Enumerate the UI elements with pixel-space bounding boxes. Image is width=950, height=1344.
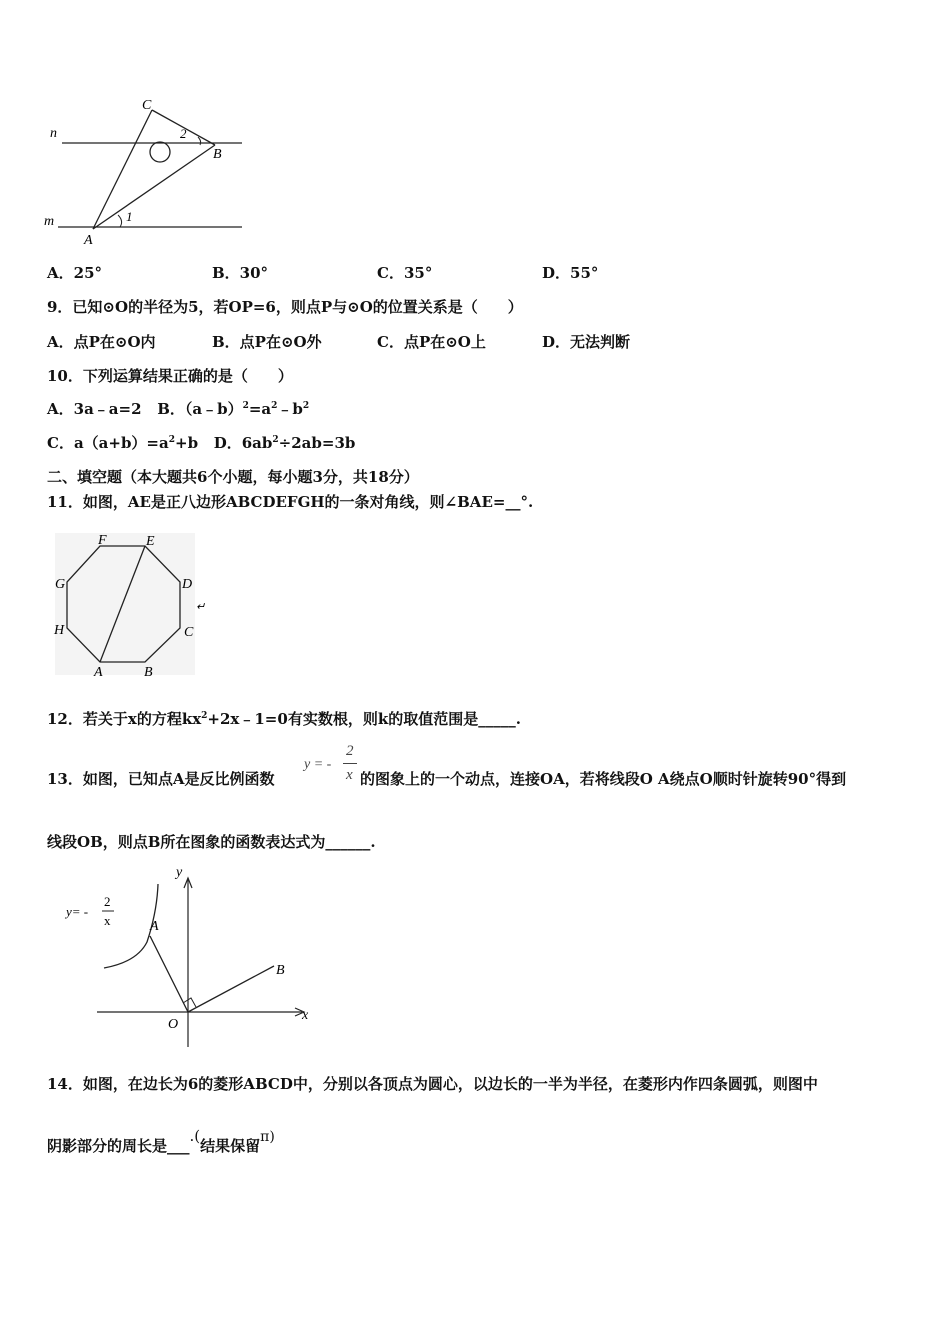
oct-label-D: D — [182, 577, 193, 592]
label-B: B — [213, 147, 222, 162]
q8-option-b: B．30° — [212, 264, 269, 282]
q10-option-b: B．$(a﹣b)^2=a^2﹣b^2$ — [157, 400, 310, 418]
q9-option-b: B．点P在⊙O外 — [212, 333, 322, 351]
fig-label-x: x — [302, 1008, 309, 1023]
q13-stem-line2: 线段OB，则点B所在图象的函数表达式为______. — [47, 833, 376, 851]
label-A: A — [84, 233, 93, 248]
q9-stem: 9．已知⊙O的半径为5，若OP=6，则点P与⊙O的位置关系是（ ） — [47, 298, 523, 316]
q10-options-ab — [47, 398, 309, 419]
q10-option-a: A．3a﹣a=2 — [47, 400, 142, 418]
oct-label-F: F — [98, 533, 107, 548]
q8-option-d: D．55° — [542, 264, 599, 282]
q11-figure — [50, 530, 215, 680]
q13-stem-part2: 的图象上的一个动点，连接OA，若将线段O A绕点O顺时针旋转90°得到 — [360, 770, 847, 788]
q8-option-c: C．35° — [377, 264, 433, 282]
q13-figure — [62, 862, 322, 1052]
q9-option-d: D．无法判断 — [542, 333, 631, 351]
q10-options-cd — [47, 432, 355, 453]
fig-func-num: 2 — [104, 894, 111, 909]
fig-func-den: x — [104, 913, 111, 928]
q14-stem-line2: 阴影部分的周长是___.(结果保留π) — [47, 1127, 275, 1155]
q9-option-a: A．点P在⊙O内 — [47, 333, 156, 351]
q10-stem: 10．下列运算结果正确的是（ ） — [47, 367, 293, 385]
q9-option-c: C．点P在⊙O上 — [377, 333, 486, 351]
q13-formula-lhs: y = - — [304, 757, 332, 772]
fig-label-y: y — [176, 865, 183, 880]
q8-figure — [40, 95, 260, 250]
q13-formula-den: x — [346, 767, 353, 783]
q13-stem-part1: 13．如图，已知点A是反比例函数 — [47, 770, 275, 788]
oct-label-G: G — [55, 577, 66, 592]
label-C: C — [142, 98, 152, 113]
label-angle1: 1 — [126, 209, 133, 224]
q8-option-a: A．25° — [47, 264, 103, 282]
oct-label-E: E — [146, 534, 155, 549]
q10-option-c: C．$a(a+b)=a^2+b$ — [47, 434, 199, 452]
fig-label-O: O — [168, 1017, 179, 1032]
oct-label-H: H — [54, 623, 65, 638]
q12-stem: 12．若关于x的方程$kx^2+2x﹣1=0$有实数根，则k的取值范围是_____. — [47, 710, 521, 728]
q10-option-d: D．$6ab^2\div 2ab=3b$ — [213, 434, 356, 452]
oct-label-C: C — [184, 625, 194, 640]
q11-stem: 11．如图，AE是正八边形ABCDEFGH的一条对角线，则∠BAE=__°. — [47, 493, 534, 511]
fig-label-A: A — [150, 919, 159, 934]
q13-fraction-bar — [343, 763, 357, 764]
label-n: n — [50, 126, 57, 141]
q14-stem-line1: 14．如图，在边长为6的菱形ABCD中，分别以各顶点为圆心，以边长的一半为半径，在菱形内作四条圆弧，则图中 — [47, 1075, 818, 1093]
oct-label-A: A — [94, 665, 103, 680]
fig-label-B: B — [276, 963, 285, 978]
return-mark: ↵ — [196, 601, 206, 613]
label-angle2: 2 — [180, 126, 187, 141]
q13-formula-num: 2 — [346, 743, 354, 759]
fig-func-lhs: y= - — [66, 904, 89, 919]
section-title: 二、填空题（本大题共6个小题，每小题3分，共18分） — [47, 468, 419, 486]
label-m: m — [44, 214, 55, 229]
oct-label-B: B — [144, 665, 153, 680]
